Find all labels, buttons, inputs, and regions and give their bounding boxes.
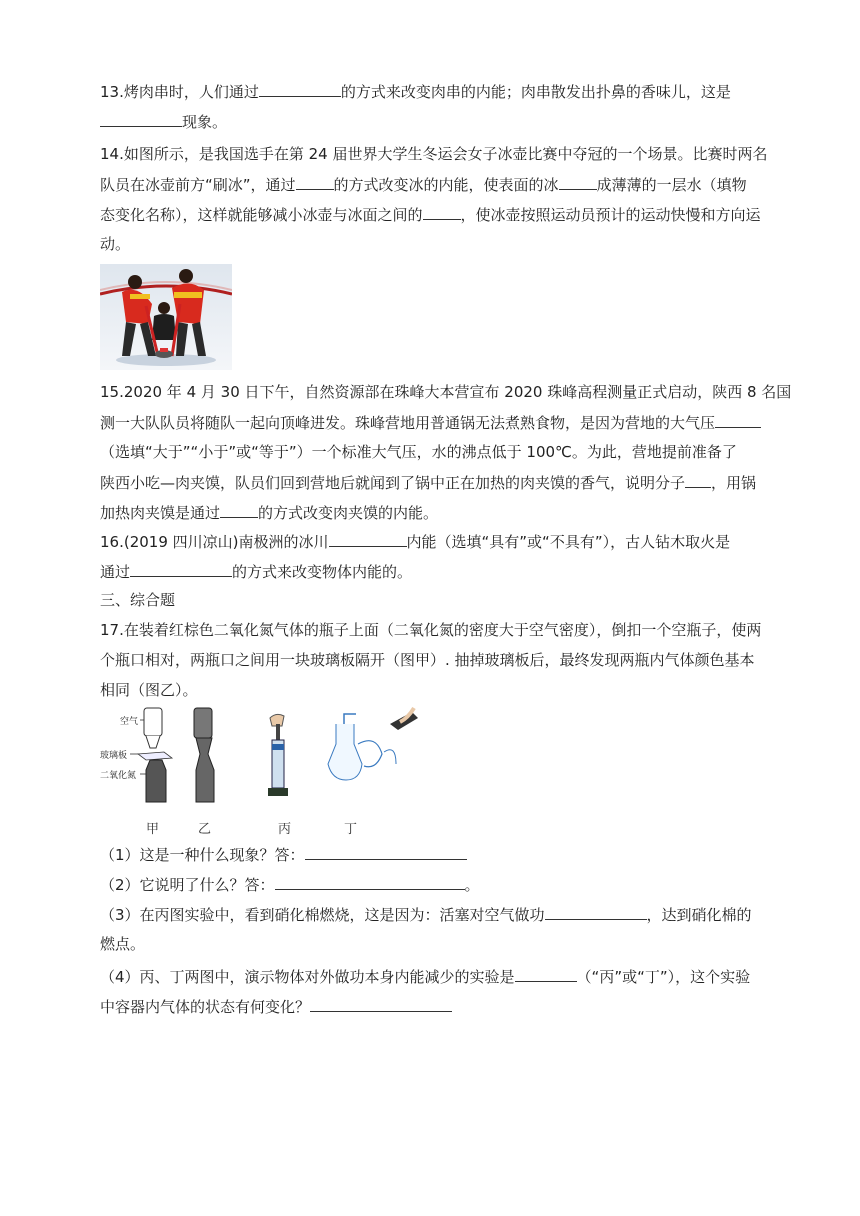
q15-line-3: （选填“大于”“小于”或“等于”）一个标准大气压，水的沸点低于 100℃。为此，营地提前准备了 [100,443,737,461]
q15-line-5: 加热肉夹馍是通过 的方式改变肉夹馍的内能。 [100,504,439,522]
answer-blank[interactable] [275,874,465,890]
answer-blank[interactable] [130,561,232,577]
q13-line-2: 现象。 [100,111,227,132]
q17-sub-4-cont: 中容器内气体的状态有何变化？ [100,996,452,1017]
q14-line-4: 动。 [100,235,131,253]
caption-bing: 丙 [278,822,292,837]
experiment-drawings [100,704,420,814]
answer-blank[interactable] [545,904,647,920]
answer-blank[interactable] [329,531,407,547]
q14-line-3: 态变化名称），这样就能够减小冰壶与冰面之间的 ，使冰壶按照运动员预计的运动快慢和方向运 [100,206,761,224]
experiment-figures [100,704,420,837]
q17-line-3: 相同（图乙）。 [100,681,198,699]
answer-blank[interactable] [305,844,467,860]
q17-sub-1: （1）这是一种什么现象？答： [100,844,467,865]
caption-yi: 乙 [198,822,212,837]
q15-line-2: 测一大队队员将随队一起向顶峰进发。珠峰营地用普通锅无法煮熟食物，是因为营地的大气压 [100,412,761,433]
answer-blank[interactable] [100,111,182,127]
q17-line-2: 个瓶口相对，两瓶口之间用一块玻璃板隔开（图甲）. 抽掉玻璃板后，最终发现两瓶内气体颜色基本 [100,651,755,669]
q17-sub-2: （2）它说明了什么？答： 。 [100,876,480,894]
answer-blank[interactable] [296,174,334,190]
answer-blank[interactable] [423,204,461,220]
caption-jia: 甲 [146,822,160,837]
answer-blank[interactable] [220,502,258,518]
q17-sub-4: （4）丙、丁两图中，演示物体对外做功本身内能减少的实验是 （“丙”或“丁”），这个实验 [100,968,751,986]
label-no2: 二氧化氮 [100,771,137,781]
section-heading: 三、综合题 [100,591,176,609]
label-glass-plate: 玻璃板 [100,751,128,761]
q16-line-1: 16.(2019 四川凉山)南极洲的冰川 内能（选填“具有”或“不具有”），古人钻木取火是 [100,533,731,551]
q14-line-1: 14.如图所示，是我国选手在第 24 届世界大学生冬运会女子冰壶比赛中夺冠的一个场景。比赛时两名 [100,145,768,163]
caption-ding: 丁 [344,822,358,837]
q13-line-1: 13.烤肉串时，人们通过 的方式来改变肉串的内能；肉串散发出扑鼻的香味儿，这是 [100,83,731,101]
label-air: 空气 [120,717,139,727]
answer-blank[interactable] [259,81,341,97]
q16-line-2: 通过 的方式来改变物体内能的。 [100,563,413,581]
q17-line-1: 17.在装着红棕色二氧化氮气体的瓶子上面（二氧化氮的密度大于空气密度），倒扣一个空瓶子，使两 [100,621,762,639]
q14-line-2: 队员在冰壶前方“刷冰”，通过 的方式改变冰的内能，使表面的冰 成薄薄的一层水（填物 [100,176,747,194]
answer-blank[interactable] [515,966,577,982]
answer-blank[interactable] [685,472,711,488]
q17-sub-3: （3）在丙图实验中，看到硝化棉燃烧，这是因为：活塞对空气做功 ，达到硝化棉的 [100,906,752,924]
q17-sub-3-cont: 燃点。 [100,935,146,953]
answer-blank[interactable] [559,174,597,190]
curling-photo [100,264,232,370]
answer-blank[interactable] [310,996,452,1012]
q15-line-1: 15.2020 年 4 月 30 日下午，自然资源部在珠峰大本营宣布 2020 珠峰高程测量正式启动，陕西 8 名国 [100,383,792,401]
answer-blank[interactable] [715,412,761,428]
q15-line-4: 陕西小吃—肉夹馍，队员们回到营地后就闻到了锅中正在加热的肉夹馍的香气，说明分子 ，用锅 [100,474,757,492]
